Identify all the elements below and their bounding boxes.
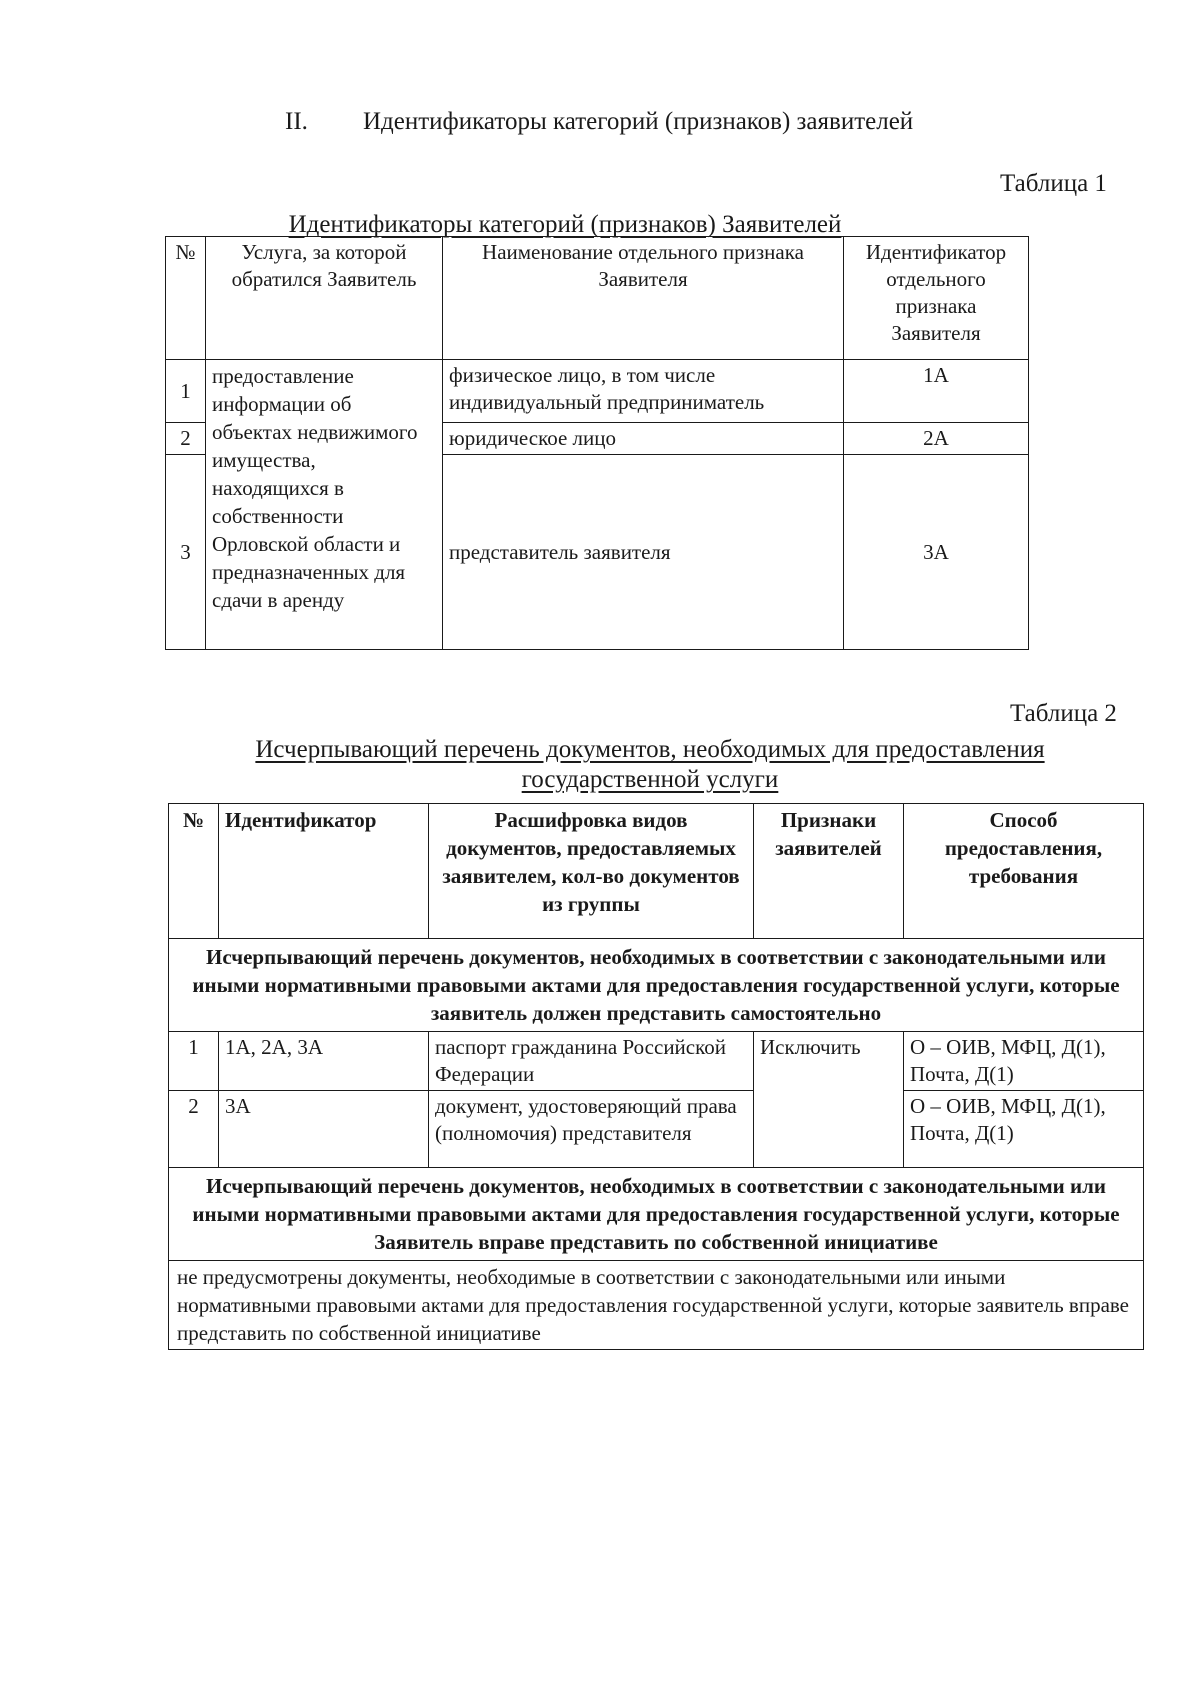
feature-cell: юридическое лицо	[443, 423, 844, 455]
group-heading: Исчерпывающий перечень документов, необходимых в соответствии с законодательными или иными нормативными правовыми актами для предоставления государственной услуги, которые Заявитель вправе представить по собственной инициативе	[169, 1168, 1144, 1261]
note-cell: не предусмотрены документы, необходимые в соответствии с законодательными или иными нормативными правовыми актами для предоставления государственной услуги, которые заявитель вправе представить по собственной инициативе	[169, 1261, 1144, 1350]
table2-label: Таблица 2	[1010, 700, 1117, 727]
document-cell: паспорт гражданина Российской Федерации	[429, 1032, 754, 1091]
group-heading: Исчерпывающий перечень документов, необходимых в соответствии с законодательными или иными нормативными правовыми актами для предоставления государственной услуги, которые заявитель должен представить самостоятельно	[169, 939, 1144, 1032]
section-heading	[285, 108, 913, 136]
identifier-cell: 1А, 2А, 3А	[219, 1032, 429, 1091]
table2-header-row	[169, 804, 1144, 939]
row-number: 3	[166, 455, 206, 650]
table-row	[169, 1032, 1144, 1091]
table1-title: Идентификаторы категорий (признаков) Заявителей	[288, 211, 842, 238]
identifier-cell: 1А	[844, 360, 1029, 423]
table1-header-number: №	[166, 237, 206, 360]
documents-table	[168, 803, 1144, 1350]
document-cell: документ, удостоверяющий права (полномочия) представителя	[429, 1091, 754, 1168]
row-number: 1	[166, 360, 206, 423]
row-number: 1	[169, 1032, 219, 1091]
identifier-cell: 3А	[844, 455, 1029, 650]
signs-cell: Исключить	[754, 1032, 904, 1168]
table2-header-method: Способ предоставления, требования	[904, 804, 1144, 939]
identifier-cell: 3А	[219, 1091, 429, 1168]
section-title: Идентификаторы категорий (признаков) заявителей	[363, 108, 914, 135]
table-row	[169, 1091, 1144, 1168]
table2-header-number: №	[169, 804, 219, 939]
group-row-optional	[169, 1168, 1144, 1261]
table2-header-documents: Расшифровка видов документов, предоставляемых заявителем, кол-во документов из группы	[429, 804, 754, 939]
applicant-identifiers-table	[165, 236, 1029, 650]
table1-header-row	[166, 237, 1029, 360]
table2-header-identifier: Идентификатор	[219, 804, 429, 939]
table2-title: Исчерпывающий перечень документов, необходимых для предоставления государственной услуги	[255, 736, 1045, 793]
row-number: 2	[169, 1091, 219, 1168]
table1-header-service: Услуга, за которой обратился Заявитель	[206, 237, 443, 360]
table1-label: Таблица 1	[1000, 170, 1107, 197]
table1-header-feature: Наименование отдельного признака Заявителя	[443, 237, 844, 360]
note-row	[169, 1261, 1144, 1350]
table1-header-identifier: Идентификатор отдельного признака Заявителя	[844, 237, 1029, 360]
row-number: 2	[166, 423, 206, 455]
method-cell: О – ОИВ, МФЦ, Д(1), Почта, Д(1)	[904, 1091, 1144, 1168]
feature-cell: представитель заявителя	[443, 455, 844, 650]
identifier-cell: 2А	[844, 423, 1029, 455]
method-cell: О – ОИВ, МФЦ, Д(1), Почта, Д(1)	[904, 1032, 1144, 1091]
section-number: II.	[285, 108, 308, 135]
table2-header-signs: Признаки заявителей	[754, 804, 904, 939]
table-row	[166, 360, 1029, 423]
group-row-mandatory	[169, 939, 1144, 1032]
service-cell: предоставление информации об объектах недвижимого имущества, находящихся в собственности Орловской области и предназначенных для сдачи в аренду	[206, 360, 443, 650]
feature-cell: физическое лицо, в том числе индивидуальный предприниматель	[443, 360, 844, 423]
